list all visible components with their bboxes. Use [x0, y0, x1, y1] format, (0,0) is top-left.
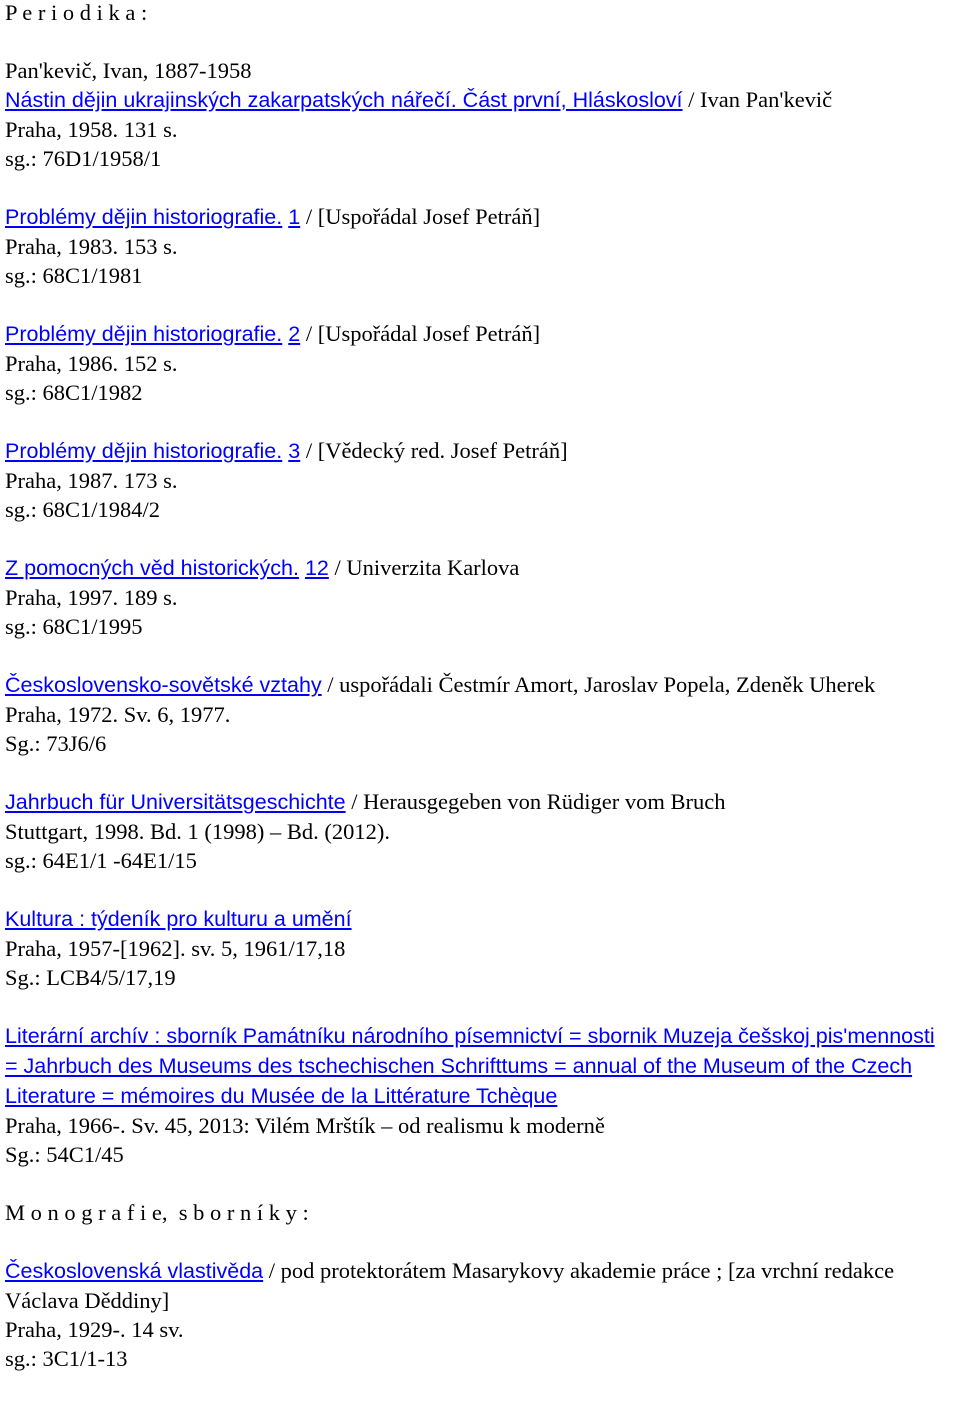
entry-author: Pan'kevič, Ivan, 1887-1958: [5, 58, 252, 83]
entry-imprint: Praha, 1958. 131 s.: [5, 117, 178, 142]
entry-responsibility: / Univerzita Karlova: [328, 555, 520, 580]
entry-title-link[interactable]: Nástin dějin ukrajinských zakarpatských nářečí. Část první, Hláskosloví: [5, 88, 683, 112]
entry-imprint: Praha, 1983. 153 s.: [5, 234, 178, 259]
entry-imprint: Praha, 1966-. Sv. 45, 2013: Vilém Mrštík – od realismu k moderně: [5, 1113, 605, 1138]
entry-signature: sg.: 68C1/1981: [5, 263, 143, 288]
entry-volume-link[interactable]: 1: [288, 205, 301, 229]
entry-title-link[interactable]: Literární archív : sborník Památníku národního písemnictví = sbornik Muzeja češskoj pis'mennosti = Jahrbuch des Museums des tschechischen Schrifttums = annual of the Museum of the Czech Literature = mémoires du Musée de la Littérature Tchèque: [5, 1024, 935, 1108]
entry-imprint: Praha, 1972. Sv. 6, 1977.: [5, 702, 231, 727]
catalog-entry: [5, 319, 960, 407]
entry-signature: sg.: 68C1/1995: [5, 614, 143, 639]
section-heading-monografie: M o n o g r a f i e, s b o r n í k y :: [5, 1200, 309, 1225]
entry-title-line: [5, 1256, 950, 1315]
section-heading-periodika: P e r i o d i k a :: [5, 0, 148, 25]
catalog-entry: [5, 904, 960, 992]
entry-responsibility: / uspořádali Čestmír Amort, Jaroslav Popela, Zdeněk Uherek: [321, 672, 876, 697]
entry-signature: sg.: 64E1/1 -64E1/15: [5, 848, 197, 873]
catalog-entry: [5, 202, 960, 290]
entry-title-line: [5, 436, 960, 466]
entry-signature: Sg.: 54C1/45: [5, 1142, 124, 1167]
entry-title-line: [5, 202, 960, 232]
entry-title-link[interactable]: Československo-sovětské vztahy: [5, 673, 322, 697]
catalog-entry: [5, 553, 960, 641]
entry-imprint: Praha, 1957-[1962]. sv. 5, 1961/17,18: [5, 936, 346, 961]
entry-title-line: [5, 787, 960, 817]
catalog-entry: [5, 436, 960, 524]
entry-imprint: Stuttgart, 1998. Bd. 1 (1998) – Bd. (2012).: [5, 819, 390, 844]
catalog-entry: [5, 787, 960, 875]
entry-signature: sg.: 76D1/1958/1: [5, 146, 162, 171]
entry-signature: sg.: 68C1/1984/2: [5, 497, 161, 522]
entry-volume-link[interactable]: 12: [304, 556, 329, 580]
entry-volume-link[interactable]: 3: [288, 439, 301, 463]
entry-imprint: Praha, 1929-. 14 sv.: [5, 1317, 184, 1342]
entry-volume-link[interactable]: 2: [288, 322, 301, 346]
catalog-entry: [5, 56, 960, 173]
catalog-entry: [5, 1021, 960, 1169]
entry-imprint: Praha, 1987. 173 s.: [5, 468, 178, 493]
entry-title-line: [5, 1021, 950, 1111]
entry-title-link[interactable]: Problémy dějin historiografie.: [5, 322, 283, 346]
entry-title-line: [5, 904, 960, 934]
entry-responsibility: / [Uspořádal Josef Petráň]: [300, 204, 541, 229]
entry-responsibility: / Ivan Pan'kevič: [682, 87, 833, 112]
entry-title-link[interactable]: Kultura : týdeník pro kulturu a umění: [5, 907, 352, 931]
catalog-entry: [5, 1256, 960, 1373]
entry-signature: sg.: 3C1/1-13: [5, 1346, 128, 1371]
entry-signature: sg.: 68C1/1982: [5, 380, 143, 405]
entry-title-line: [5, 85, 960, 115]
entry-responsibility: / Herausgegeben von Rüdiger vom Bruch: [345, 789, 726, 814]
entry-responsibility: / pod protektorátem Masarykovy akademie práce ; [za vrchní redakce Václava Děddiny]: [5, 1258, 895, 1313]
entry-responsibility: / [Vědecký red. Josef Petráň]: [300, 438, 568, 463]
entry-title-link[interactable]: Z pomocných věd historických.: [5, 556, 299, 580]
entry-title-link[interactable]: Československá vlastivěda: [5, 1259, 264, 1283]
entry-responsibility: / [Uspořádal Josef Petráň]: [300, 321, 541, 346]
entry-title-line: [5, 553, 960, 583]
entry-title-link[interactable]: Jahrbuch für Universitätsgeschichte: [5, 790, 346, 814]
entry-title-line: [5, 670, 950, 700]
entry-signature: Sg.: LCB4/5/17,19: [5, 965, 176, 990]
entry-imprint: Praha, 1997. 189 s.: [5, 585, 178, 610]
catalog-entry: [5, 670, 960, 758]
entry-signature: Sg.: 73J6/6: [5, 731, 107, 756]
entry-title-line: [5, 319, 960, 349]
entry-title-link[interactable]: Problémy dějin historiografie.: [5, 439, 283, 463]
entry-title-link[interactable]: Problémy dějin historiografie.: [5, 205, 283, 229]
entry-imprint: Praha, 1986. 152 s.: [5, 351, 178, 376]
